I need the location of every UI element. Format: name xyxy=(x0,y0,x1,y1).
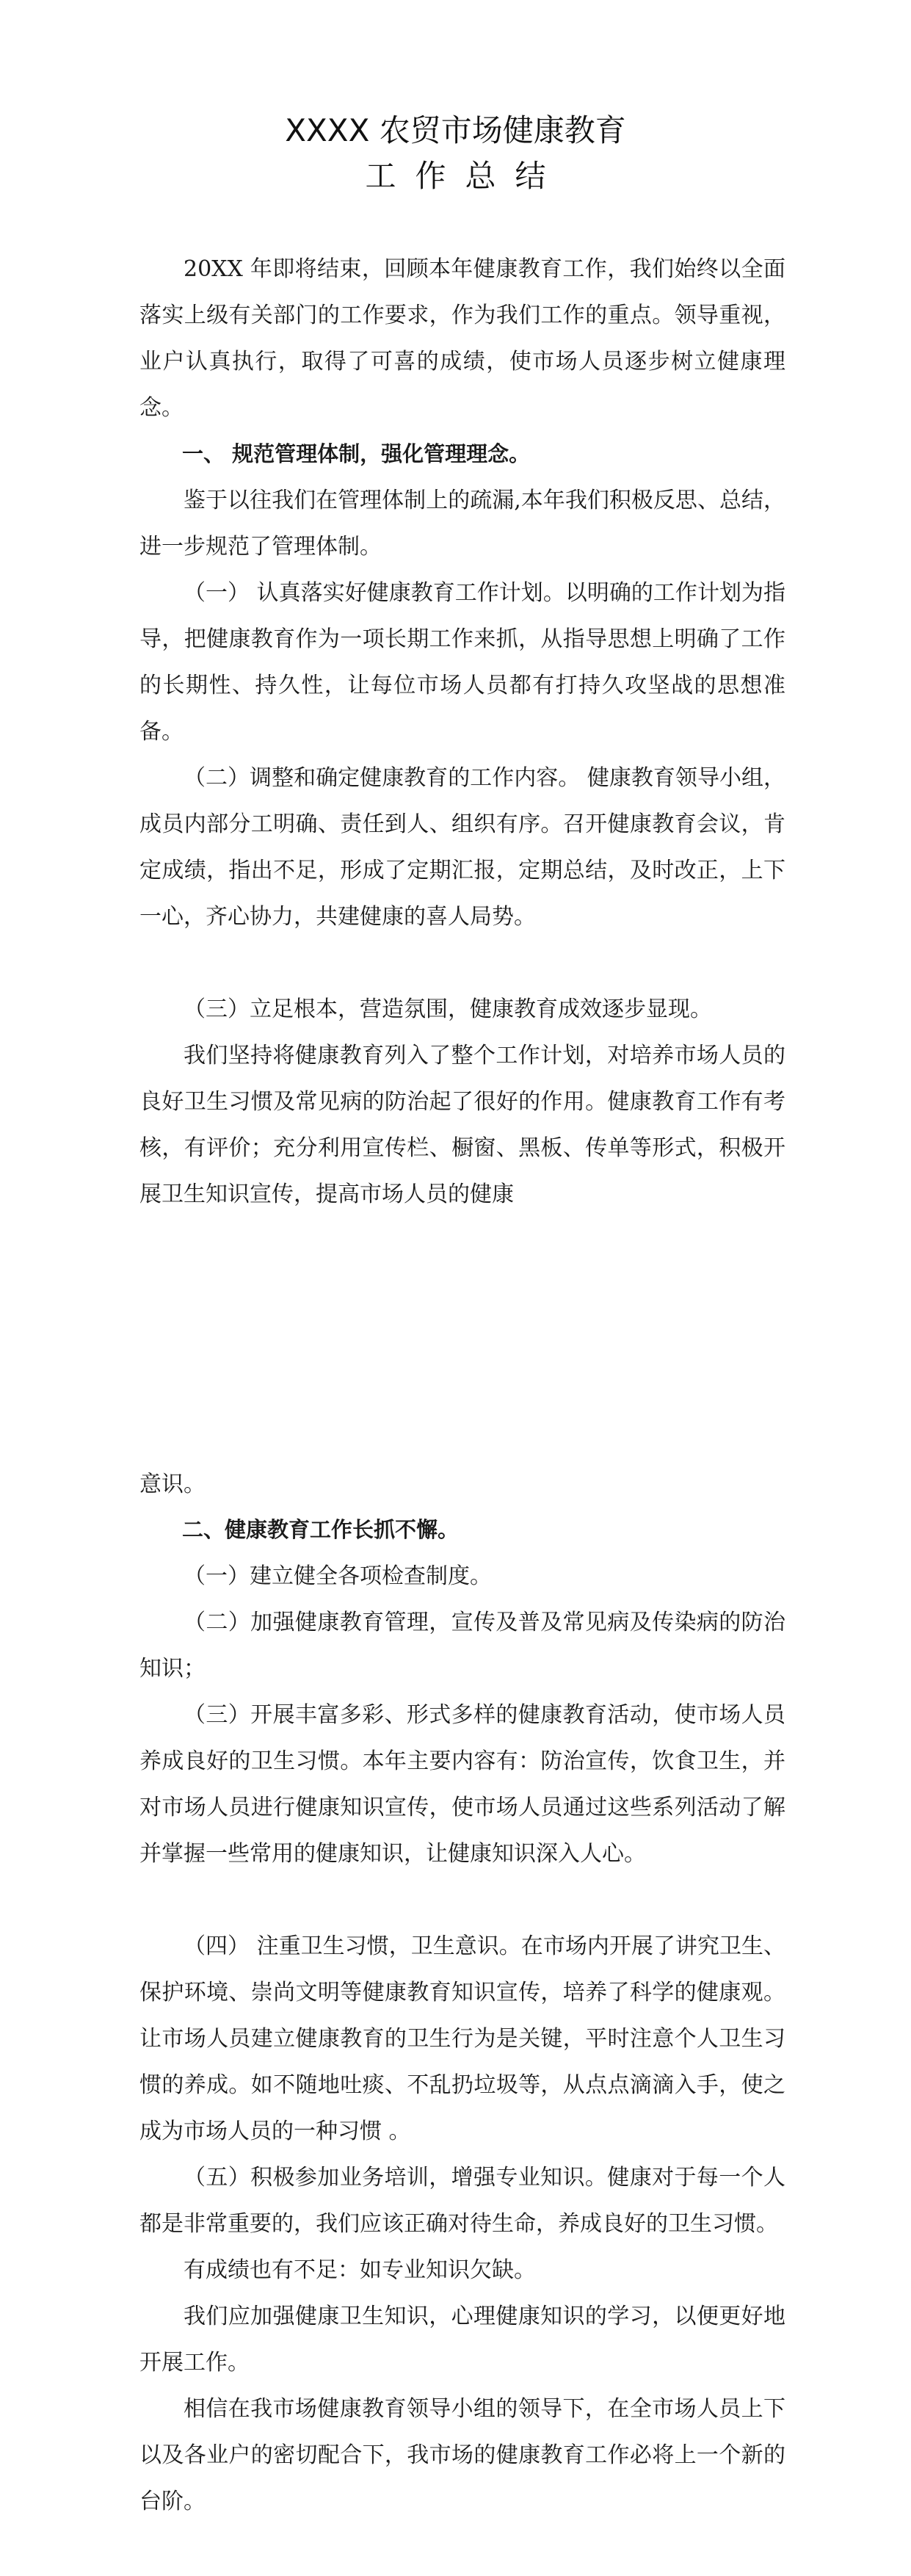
paragraph: 相信在我市场健康教育领导小组的领导下，在全市场人员上下以及各业户的密切配合下，我市场的健康教育工作必将上一个新的台阶。 xyxy=(139,2396,785,2514)
paragraph: （一） 认真落实好健康教育工作计划。以明确的工作计划为指导，把健康教育作为一项长期工作来抓，从指导思想上明确了工作的长期性、持久性，让每位市场人员都有打持久攻坚战的思想准备。 xyxy=(139,580,785,745)
paragraph: （三）立足根本，营造氛围，健康教育成效逐步显现。 xyxy=(184,996,712,1022)
paragraph: （三）开展丰富多彩、形式多样的健康教育活动，使市场人员养成良好的卫生习惯。本年主要内容有：防治宣传，饮食卫生，并对市场人员进行健康知识宣传，使市场人员通过这些系列活动了解并掌握一些常用的健康知识，让健康知识深入人心。 xyxy=(139,1702,785,1867)
section-heading-2: 二、健康教育工作长抓不懈。 xyxy=(182,1517,460,1542)
document-subtitle: 工作总结 xyxy=(365,158,565,194)
continued-text: 意识。 xyxy=(139,1472,206,1497)
paragraph: 我们应加强健康卫生知识，心理健康知识的学习，以便更好地开展工作。 xyxy=(139,2304,785,2376)
paragraph: 鉴于以往我们在管理体制上的疏漏,本年我们积极反思、总结，进一步规范了管理体制。 xyxy=(139,488,785,560)
paragraph: （四） 注重卫生习惯，卫生意识。在市场内开展了讲究卫生、保护环境、崇尚文明等健康教育知识宣传，培养了科学的健康观。让市场人员建立健康教育的卫生行为是关键，平时注意个人卫生习惯的养成。如不随地吐痰、不乱扔垃圾等，从点点滴滴入手，使之成为市场人员的一种习惯 。 xyxy=(139,1933,785,2144)
paragraph: （五）积极参加业务培训，增强专业知识。健康对于每一个人都是非常重要的，我们应该正确对待生命，养成良好的卫生习惯。 xyxy=(139,2165,785,2237)
intro-paragraph: 20XX 年即将结束，回顾本年健康教育工作，我们始终以全面落实上级有关部门的工作要求，作为我们工作的重点。领导重视，业户认真执行，取得了可喜的成绩，使市场人员逐步树立健康理念。 xyxy=(139,256,785,421)
paragraph: （一）建立健全各项检查制度。 xyxy=(184,1563,492,1589)
paragraph: 有成绩也有不足：如专业知识欠缺。 xyxy=(184,2257,536,2283)
paragraph: 我们坚持将健康教育列入了整个工作计划，对培养市场人员的良好卫生习惯及常见病的防治起了很好的作用。健康教育工作有考核，有评价；充分利用宣传栏、橱窗、黑板、传单等形式，积极开展卫生知识宣传，提高市场人员的健康 xyxy=(139,1043,785,1207)
paragraph: （二）加强健康教育管理，宣传及普及常见病及传染病的防治知识； xyxy=(139,1610,785,1682)
document-title: XXXX 农贸市场健康教育 xyxy=(285,112,626,148)
paragraph: （二）调整和确定健康教育的工作内容。 健康教育领导小组，成员内部分工明确、责任到人、组织有序。召开健康教育会议，肯定成绩，指出不足，形成了定期汇报，定期总结，及时改正，上下一心，齐心协力，共建健康的喜人局势。 xyxy=(139,765,785,930)
section-heading-1: 一、 规范管理体制，强化管理理念。 xyxy=(182,441,531,466)
